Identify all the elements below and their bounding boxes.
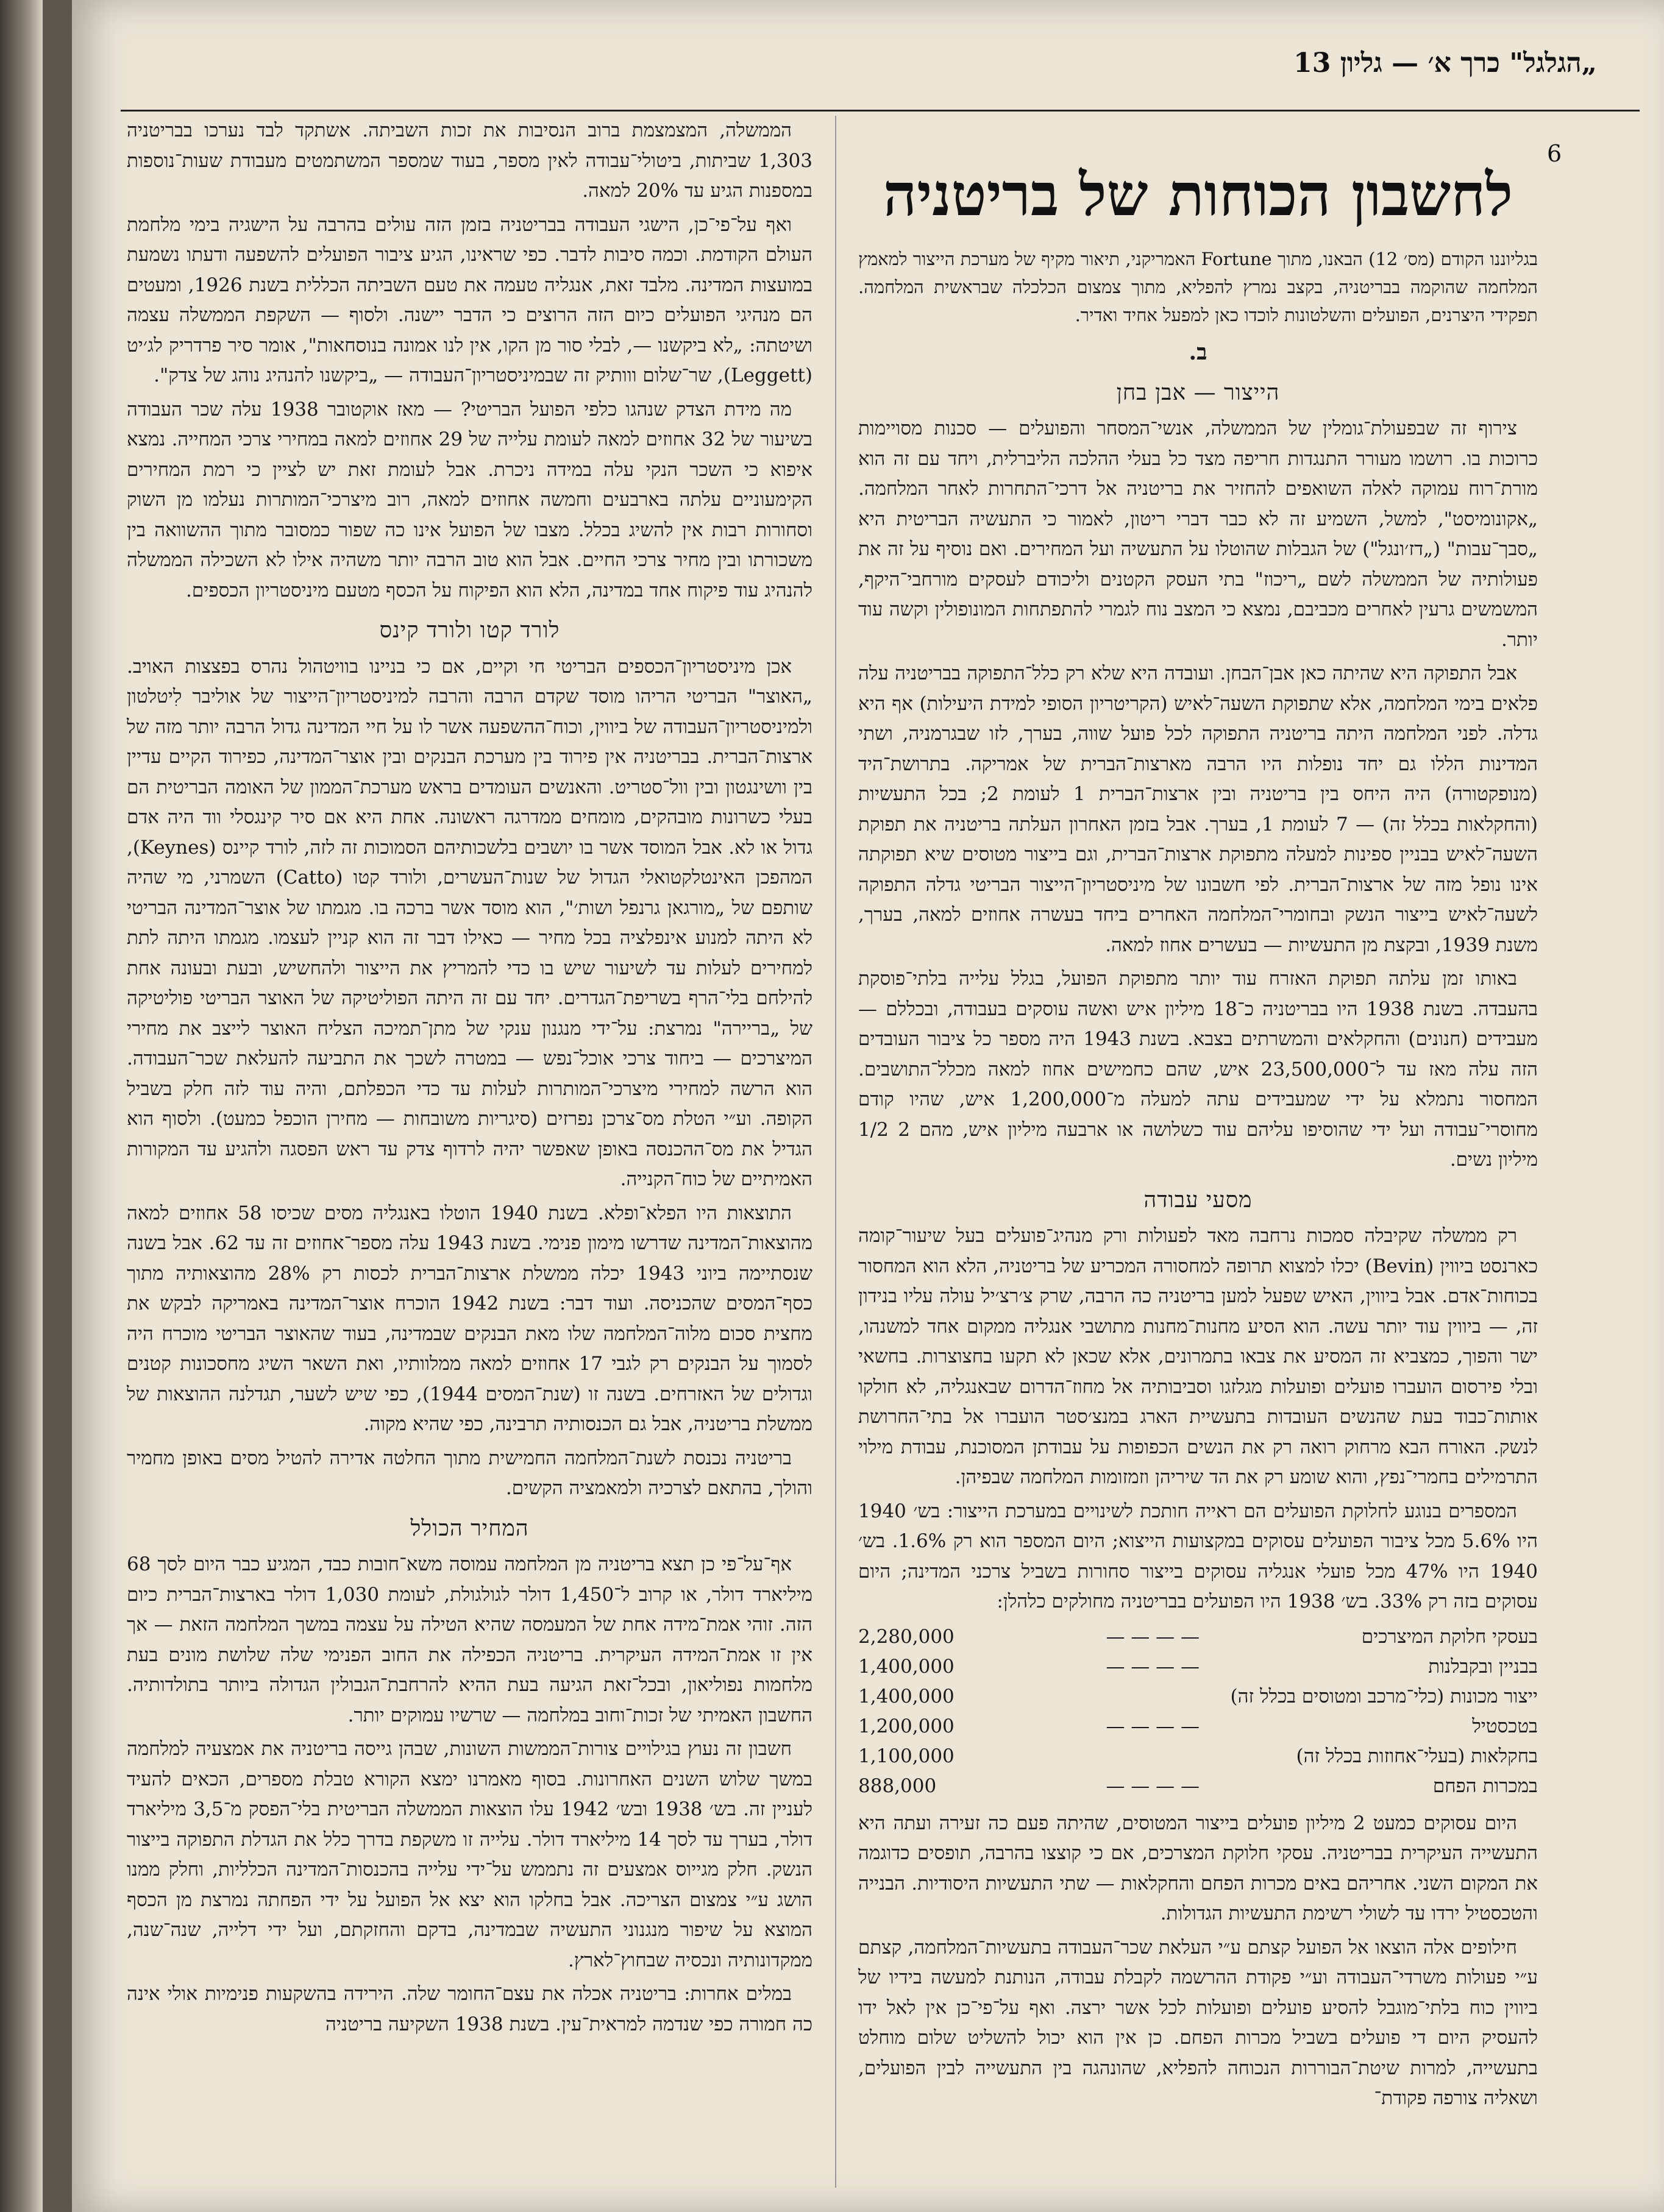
magazine-page — [72, 0, 1664, 2212]
table-label: במכרות הפחם — [1432, 1774, 1538, 1797]
table-label: בעסקי חלוקת המיצרכים — [1361, 1625, 1538, 1648]
table-label: בחקלאות (בעלי־אחוזות בכלל זה) — [1296, 1745, 1538, 1767]
paragraph: באותו זמן עלתה תפוקת האזרח עוד יותר מתפוקת הפועל, בגלל עלייה בלתי־פוסקת בהעבדה. בשנת 1938 היו בבריטניה כ־18 מיליון איש ואשה עוסקים בעבודה, ובכללם — מעבידים (חנונים) והחקלאים והמשרתים בצבא. בשנת 1943 היה מספר כל ציבור העובדים הזה עלה מאז עד ל־23,500,000 איש, שהם כחמישים אחוז למאה מכלל־התושבים. המחסור נתמלא על ידי שמעבידים עתה למעלה מ־1,200,000 איש, שהיו קודם מחוסרי־עבודה ועל ידי שהוסיפו עליהם עוד כשלושה או ארבעה מיליון איש, מהם 2 1/2 מיליון נשים. — [858, 968, 1538, 1171]
table-label: ייצור מכונות (כלי־מרכב ומטוסים בכלל זה) — [1230, 1685, 1538, 1707]
subheading-catto-keynes: לורד קטו ולורד קינס — [379, 618, 560, 643]
table-value: 1,200,000 — [858, 1715, 955, 1737]
page-number: 6 — [1547, 140, 1562, 167]
table-row — [858, 1771, 1538, 1801]
paragraph: בריטניה נכנסת לשנת־המלחמה החמישית מתוך החלטה אדירה להטיל מסים באופן מחמיר והולך, בהתאם לצרכיה ולמאמציה הקשים. — [127, 1447, 812, 1499]
paragraph: התוצאות היו הפלא־ופלא. בשנת 1940 הוטלו באנגליה מסים שכיסו 58 אחוזים למאה מהוצאות־המדינה שדרשו מימון פנימי. בשנת 1943 עלה מספר־אחוזים זה עד 62. אבל בשנה שנסתיימה ביוני 1943 יכלה ממשלת ארצות־הברית לכסות רק 28% מהוצאותיה מתוך כסף־המסים שהכניסה. ועוד דבר: בשנת 1942 הוכרח אוצר־המדינה באמריקה לבקש את מחצית סכום מלוה־המלחמה שלו מאת הבנקים שבמדינה, בעוד שהאוצר הבריטי מוכרח היה לסמוך על הבנקים רק לגבי 17 אחוזים למאה ממלוותיו, ואת השאר השיג מחסכונות קטנים וגדולים של האזרחים. בשנה זו (שנת־המסים 1944), כפי שיש לשער, תגדלנה ההוצאות של ממשלת בריטניה, אבל גם הכנסותיה תרבינה, כפי שהיא מקוה. — [127, 1202, 813, 1435]
subheading-total-price: המחיר הכולל — [410, 1515, 529, 1541]
table-dash: — — — — — [1106, 1774, 1200, 1797]
paragraph: המספרים בנוגע לחלוקת הפועלים הם ראייה חותכת לשינויים במערכת הייצור: בש׳ 1940 היו 5.6% מכל ציבור הפועלים עסוקים במקצועות הייצוא; היום המספר הוא רק 1.6%. בש׳ 1940 היו 47% מכל פועלי אנגליה עסוקים בייצור סחורות בשביל צרכני המדינה; היום עסוקים בזה רק 33%. בש׳ 1938 היו הפועלים בבריטניה מחולקים כלהלן: — [858, 1500, 1538, 1612]
table-label: בבניין ובקבלנות — [1428, 1655, 1538, 1678]
paragraph: ואף על־פי־כן, הישגי העבודה בבריטניה בזמן הזה עולים בהרבה על הישגיה בימי מלחמת העולם הקודמת. וכמה סיבות לדבר. כפי שראינו, הגיע ציבור הפועלים להשפעה ודעתו נשמעת במועצות המדינה. מלבד זאת, אנגליה טעמה את טעם השביתה הכללית בשנת 1926, ומעטים הם מנהיגי הפועלים כיום הזה הרוצים כי הדבר יישנה. ולסוף — השקפת הממשלה עצמה ושיטתה: „לא ביקשנו —, לבלי סור מן הקו, אין לנו אמונה בנוסחאות", אומר סיר פרדריק לג׳יט (Leggett), שר־שלום ווותיק זה שבמיניסטריון־העבודה — „ביקשנו להנהיג נוהג של צדק". — [127, 213, 813, 386]
paragraph: רק ממשלה שקיבלה סמכות נרחבה מאד לפעולות ורק מנהיג־פועלים בעל שיעור־קומה כארנסט ביווין (Bevin) יכלו למצוא תרופה למחסורה המכריע של בריטניה, הלא הוא המחסור בכוחות־אדם. אבל ביווין, האיש שפעל למען בריטניה כה הרבה, שרק צ׳רצ׳יל עולה עליו בנידון זה, — ביווין עוד יותר עשה. הוא הסיע מחנות־מחנות מתושבי אנגליה ממקום אחד למשנהו, ישר והפוך, כמצביא זה המסיע את צבאו בתמרונים, אלא שכאן לא תקעו בחצוצרות. בחשאי ובלי פירסום הועברו פועלים ופועלות מגלזגו וסביבותיה אל מחוז־הדרום שבאנגליה, לא חולקו אותות־כבוד בעת שהנשים העובדות בתעשיית הארג במנצ׳סטר הועברו אל בתי־החרושת לנשק. האורח הבא מרחוק רואה רק את הנשים הכפופות על עבודתן המסוכנת, עבודת מילוי התרמילים בחמרי־נפץ, והוא שומע רק את הד שיריהן וזמזומות המלחמה שבפיהן. — [858, 1225, 1538, 1488]
left-column — [127, 116, 812, 2043]
table-value: 1,400,000 — [858, 1655, 955, 1678]
column-divider — [835, 116, 836, 2188]
table-value: 1,400,000 — [858, 1685, 955, 1707]
table-value: 1,100,000 — [858, 1745, 955, 1767]
subheading-labor-moves: מסעי עבודה — [1143, 1187, 1253, 1213]
subheading-production: הייצור — אבן בחן — [1116, 380, 1280, 405]
table-value: 2,280,000 — [858, 1625, 955, 1648]
paragraph: אבל התפוקה היא שהיתה כאן אבן־הבחן. ועובדה היא שלא רק כלל־התפוקה בבריטניה עלה פלאים בימי המלחמה, אלא שתפוקת השעה־לאיש (הקריטריון הסופי למידת היעילות) אף היא גדלה. לפני המלחמה היתה בריטניה התפוקה לכל פועל שווה, בערך, לזו שבגרמניה, ושתי המדינות הללו גם יחד נופלות היו הרבה מארצות־הברית של אמריקה. בתרושת־היד (מנופקטורה) היה היחס בין בריטניה ובין ארצות־הברית 1 לעומת 2; בכל התעשיות (והחקלאות בכלל זה) — 7 לעומת 1, בערך. אבל בזמן האחרון העלתה בריטניה את תפוקת השעה־לאיש בבניין ספינות למעלה מתפוקת ארצות־הברית, וגם בייצור מטוסים שיא תפוקתה אינו נופל מזה של ארצות־הברית. לפי חשבונו של מיניסטריון־הייצור הבריטי גדלה התפוקה לשעה־לאיש בייצור הנשק ובחומרי־המלחמה האחרים ביחד בעשרה אחוזים למאה, בערך, משנת 1939, ובקצת מן התעשיות — בעשרים אחוז למאה. — [858, 662, 1538, 956]
running-title: „הגלגל" כרך א׳ — גליון 13 — [1293, 48, 1597, 79]
article-intro: בגליוננו הקודם (מס׳ 12) הבאנו, מתוך Fortune האמריקני, תיאור מקיף של מערכת הייצור למאמץ המלחמה שהוקמה בבריטניה, בקצב נמרץ להפליא, מתוך צמצום הכלכלה שבראשית המלחמה. תפקידי היצרנים, הפועלים והשלטונות לוכדו כאן למפעל אחיד ואדיר. — [858, 249, 1538, 325]
table-row — [858, 1682, 1538, 1712]
table-row — [858, 1652, 1538, 1682]
table-dash: — — — — — [1106, 1715, 1200, 1737]
paragraph: אף־על־פי כן תצא בריטניה מן המלחמה עמוסה משא־חובות כבד, המגיע כבר היום לסך 68 מיליארד דולר, או קרוב ל־1,450 דולר לגולגולת, לעומת 1,030 דולר בארצות־הברית כיום הזה. זוהי אמת־מידה אחת של המעמסה שהיא הטילה על עצמה במשך המלחמה הזאת — אך אין זו אמת־המידה העיקרית. בריטניה הכפילה את החוב הפנימי שלה שלושת מונים בעת מלחמות נפוליאון, ובכל־זאת הגיעה בעת ההיא להרחבת־הגבולין הגדולה ביותר בתולדותיה. החשבון האמיתי של זכות־וחוב במלחמה — שרשיו עמוקים יותר. — [127, 1553, 812, 1726]
table-row — [858, 1622, 1538, 1652]
paragraph: חשבון זה נעוץ בגילויים צורות־הממשות השונות, שבהן גייסה בריטניה את אמצעיה למלחמה במשך שלוש השנים האחרונות. בסוף מאמרנו ימצא הקורא טבלת מספרים, הכאים להעיד לעניין זה. בש׳ 1938 ובש׳ 1942 עלו הוצאות הממשלה הבריטית בלי־הפסק מ־3,5 מיליארד דולר, בערך עד לסך 14 מיליארד דולר. עלייה זו משקפת בדרך כלל את הגדלת התפוקה בייצור הנשק. חלק מגייוס אמצעים זה נתממש על־ידי עלייה בהכנסות־המדינה הכלליות, וחלק ממנו הושג ע״י צמצום הצריכה. אבל בחלקו הוא יצא אל הפועל על ידי הפחתה נמרצת מן הכסף המוצא על שיפור מנגנוני התעשיה שבמדינה, בדקם והחזקתם, ועל ידי דלייה, שנה־שנה, ממקדונותיה ונכסיה שבחוץ־לארץ. — [127, 1738, 813, 1971]
table-row — [858, 1712, 1538, 1742]
right-column — [858, 152, 1538, 2118]
paragraph: הממשלה, המצמצמת ברוב הנסיבות את זכות השביתה. אשתקד לבד נערכו בבריטניה 1,303 שביתות, ביטולי־עבודה לאין מספר, בעוד שמספר המשתמטים מעבודת שעות־נוספות במספנות הגיע עד 20% למאה. — [127, 119, 812, 202]
article-headline: לחשבון הכוחות של בריטניה — [883, 160, 1513, 229]
section-number: ב. — [1189, 339, 1207, 365]
running-header — [121, 37, 1640, 112]
table-label: בטכסטיל — [1472, 1715, 1538, 1737]
table-dash: — — — — — [1106, 1625, 1200, 1648]
paragraph: במלים אחרות: בריטניה אכלה את עצם־החומר שלה. הירידה בהשקעות פנימיות אולי אינה כה חמורה כפי שנדמה למראית־עין. בשנת 1938 השקיעה בריטניה — [127, 1983, 812, 2035]
paragraph: חילופים אלה הוצאו אל הפועל קצתם ע״י העלאת שכר־העבודה בתעשיות־המלחמה, קצתם ע״י פעולות משרדי־העבודה וע״י פקודת ההרשמה לקבלת עבודה, הנותנת למעשה בידיו של ביווין כוח בלתי־מוגבל להסיע פועלים ופועלות לכל אשר ירצה. ואף על־פי־כן אין לאל ידו להעסיק היום די פועלים בשביל מכרות הפחם. כן אין הוא יכול להשליט שלום מוחלט בתעשייה, למרות שיטת־הבוררות הנכוחה להפליא, שהונהגה בין התעשייה לבין הפועלים, ושאליה צורפה פקודת־ — [858, 1936, 1538, 2109]
table-dash: — — — — — [1106, 1655, 1200, 1678]
book-spine — [0, 0, 43, 2212]
table-value: 888,000 — [858, 1774, 937, 1797]
paragraph: מה מידת הצדק שנהגו כלפי הפועל הבריטי? — מאז אוקטובר 1938 עלה שכר העבודה בשיעור של 32 אחוזים למאה לעומת עלייה של 29 אחוזים למאה במחירי צרכי המחייה. נמצא איפוא כי השכר הנקי עלה במידה ניכרת. אבל לעומת זאת יש לציין כי רמת המחירים הקימעוניים עלתה בארבעים וחמשה אחוזים למאה, רוב מיצרכי־המותרות נעלמו מן השוק וסחורות רבות אין להשיג בכלל. מצבו של הפועל אינו כה שפור כמסובר מתוך ההשוואה בין משכורתו ובין מחיר צרכי החיים. אבל הוא טוב הרבה יותר משהיה אילו לא השכילה הממשלה להנהיג עוד פיקוח אחד במדינה, הלא הוא הפיקוח על הכסף מטעם מיניסטריון הכספים. — [127, 398, 812, 601]
workers-table — [858, 1622, 1538, 1801]
paragraph: היום עסוקים כמעט 2 מיליון פועלים בייצור המטוסים, שהיתה פעם כה זעירה ועתה היא התעשייה העיקרית בבריטניה. עסקי חלוקת המצרכים, אם כי קוצצו בהרבה, תופסים כדוגמה את המקום השני. אחריהם באים מכרות הפחם והחקלאות — שתי התעשיות היסודיות. הבנייה והטכסטיל ירדו עד לשולי רשימת התעשיות הגדולות. — [858, 1812, 1538, 1924]
paragraph: אכן מיניסטריון־הכספים הבריטי חי וקיים, אם כי בניינו בוויטהול נהרס בפצצות האויב. „האוצר" הבריטי הריהו מוסד שקדם הרבה והרבה למיניסטריון־הייצור של אוליבר לִיטלטון ולמיניסטריון־העבודה של ביווין, וכוח־ההשפעה אשר לו על חיי המדינה גדול הרבה יותר מזה של ארצות־הברית. בבריטניה אין פירוד בין מערכת הבנקים ובין אוצר־המדינה, כפירוד הקיים עדיין בין וושינגטון ובין וול־סטריט. והאנשים העומדים בראש מערכת־הממון של האומה הבריטית הם בעלי כשרונות מובהקים, מומחים ממדרגה ראשונה. אחת היא אם סיר קינגסלי ווד היה אדם גדול או לא. אבל המוסד אשר בו יושבים בלשכותיהם הסמוכות זה לזה, לורד קיינס (Keynes), המהפכן האינטלקטואלי הגדול של שנות־העשרים, ולורד קטו (Catto) השמרני, מי שהיה שותפם של „מורגאן גרנפל ושות׳", הוא מוסד אשר ברכה בו. מגמתו של אוצר־המדינה הבריטי לא היתה למנוע אינפלציה בכל מחיר — כאילו דבר זה הוא קניין לעצמו. מגמתו היתה לתת למחירים לעלות עד לשיעור שיש בו כדי להמריץ את הייצור ולהחשיש, ובעת ובעונה אחת להילחם בלי־הרף בשריפת־הגדרים. יחד עם זה היתה הפוליטיקה של האוצר הבריטי פוליטיקה של „בריירה" נמרצת: על־ידי מנגנון ענקי של מתן־תמיכה הצליח האוצר לייצב את מחירי המיצרכים — ביחוד צרכי אוכל־נפש — במטרה לשכך את התביעה להעלאת שכר־העבודה. הוא הרשה למחירי מיצרכי־המותרות לעלות עד כדי הכפלתם, והיה עוד לזה חלק בשביל הקופה. וע״י הטלת מס־צרכן נפרזים (סיגריות משובחות — מחירן הוכפל כמעט). ולסוף הוא הגדיל את מס־ההכנסה באופן שאפשר יהיה לרדוף צדק עד ראש הפסגה ולהגיע עד המקורות האמיתיים של כוח־הקנייה. — [127, 655, 812, 1190]
paragraph: צירוף זה שבפעולת־גומלין של הממשלה, אנשי־המסחר והפועלים — סכנות מסויימות כרוכות בו. רושמו מעורר התנגדות חריפה מצד כל בעלי ההלכה הליברלית, ויחד עם זה הוא מורת־רוח עמוקה לאלה השואפים להחזיר את בריטניה אל דרכי־התחרות לאחר המלחמה. „אקונומיסט", למשל, השמיע זה לא כבר דברי ריטון, לאמור כי התעשיה הבריטית היא „סבך־עבות" („דז׳ונגל") של הגבלות שהוטלו על התעשיה ועל המחירים. ואם נוסיף על זה את פעולותיה של הממשלה לשם „ריכוז" בתי העסק הקטנים וליכודם לעסקים מורחבי־היקף, המשמשים גרעין לאחרים מכביבם, נמצא כי המצב נוח לגמרי להתפתחות המונופולין וקשה עוד יותר. — [858, 417, 1538, 651]
table-row — [858, 1742, 1538, 1771]
